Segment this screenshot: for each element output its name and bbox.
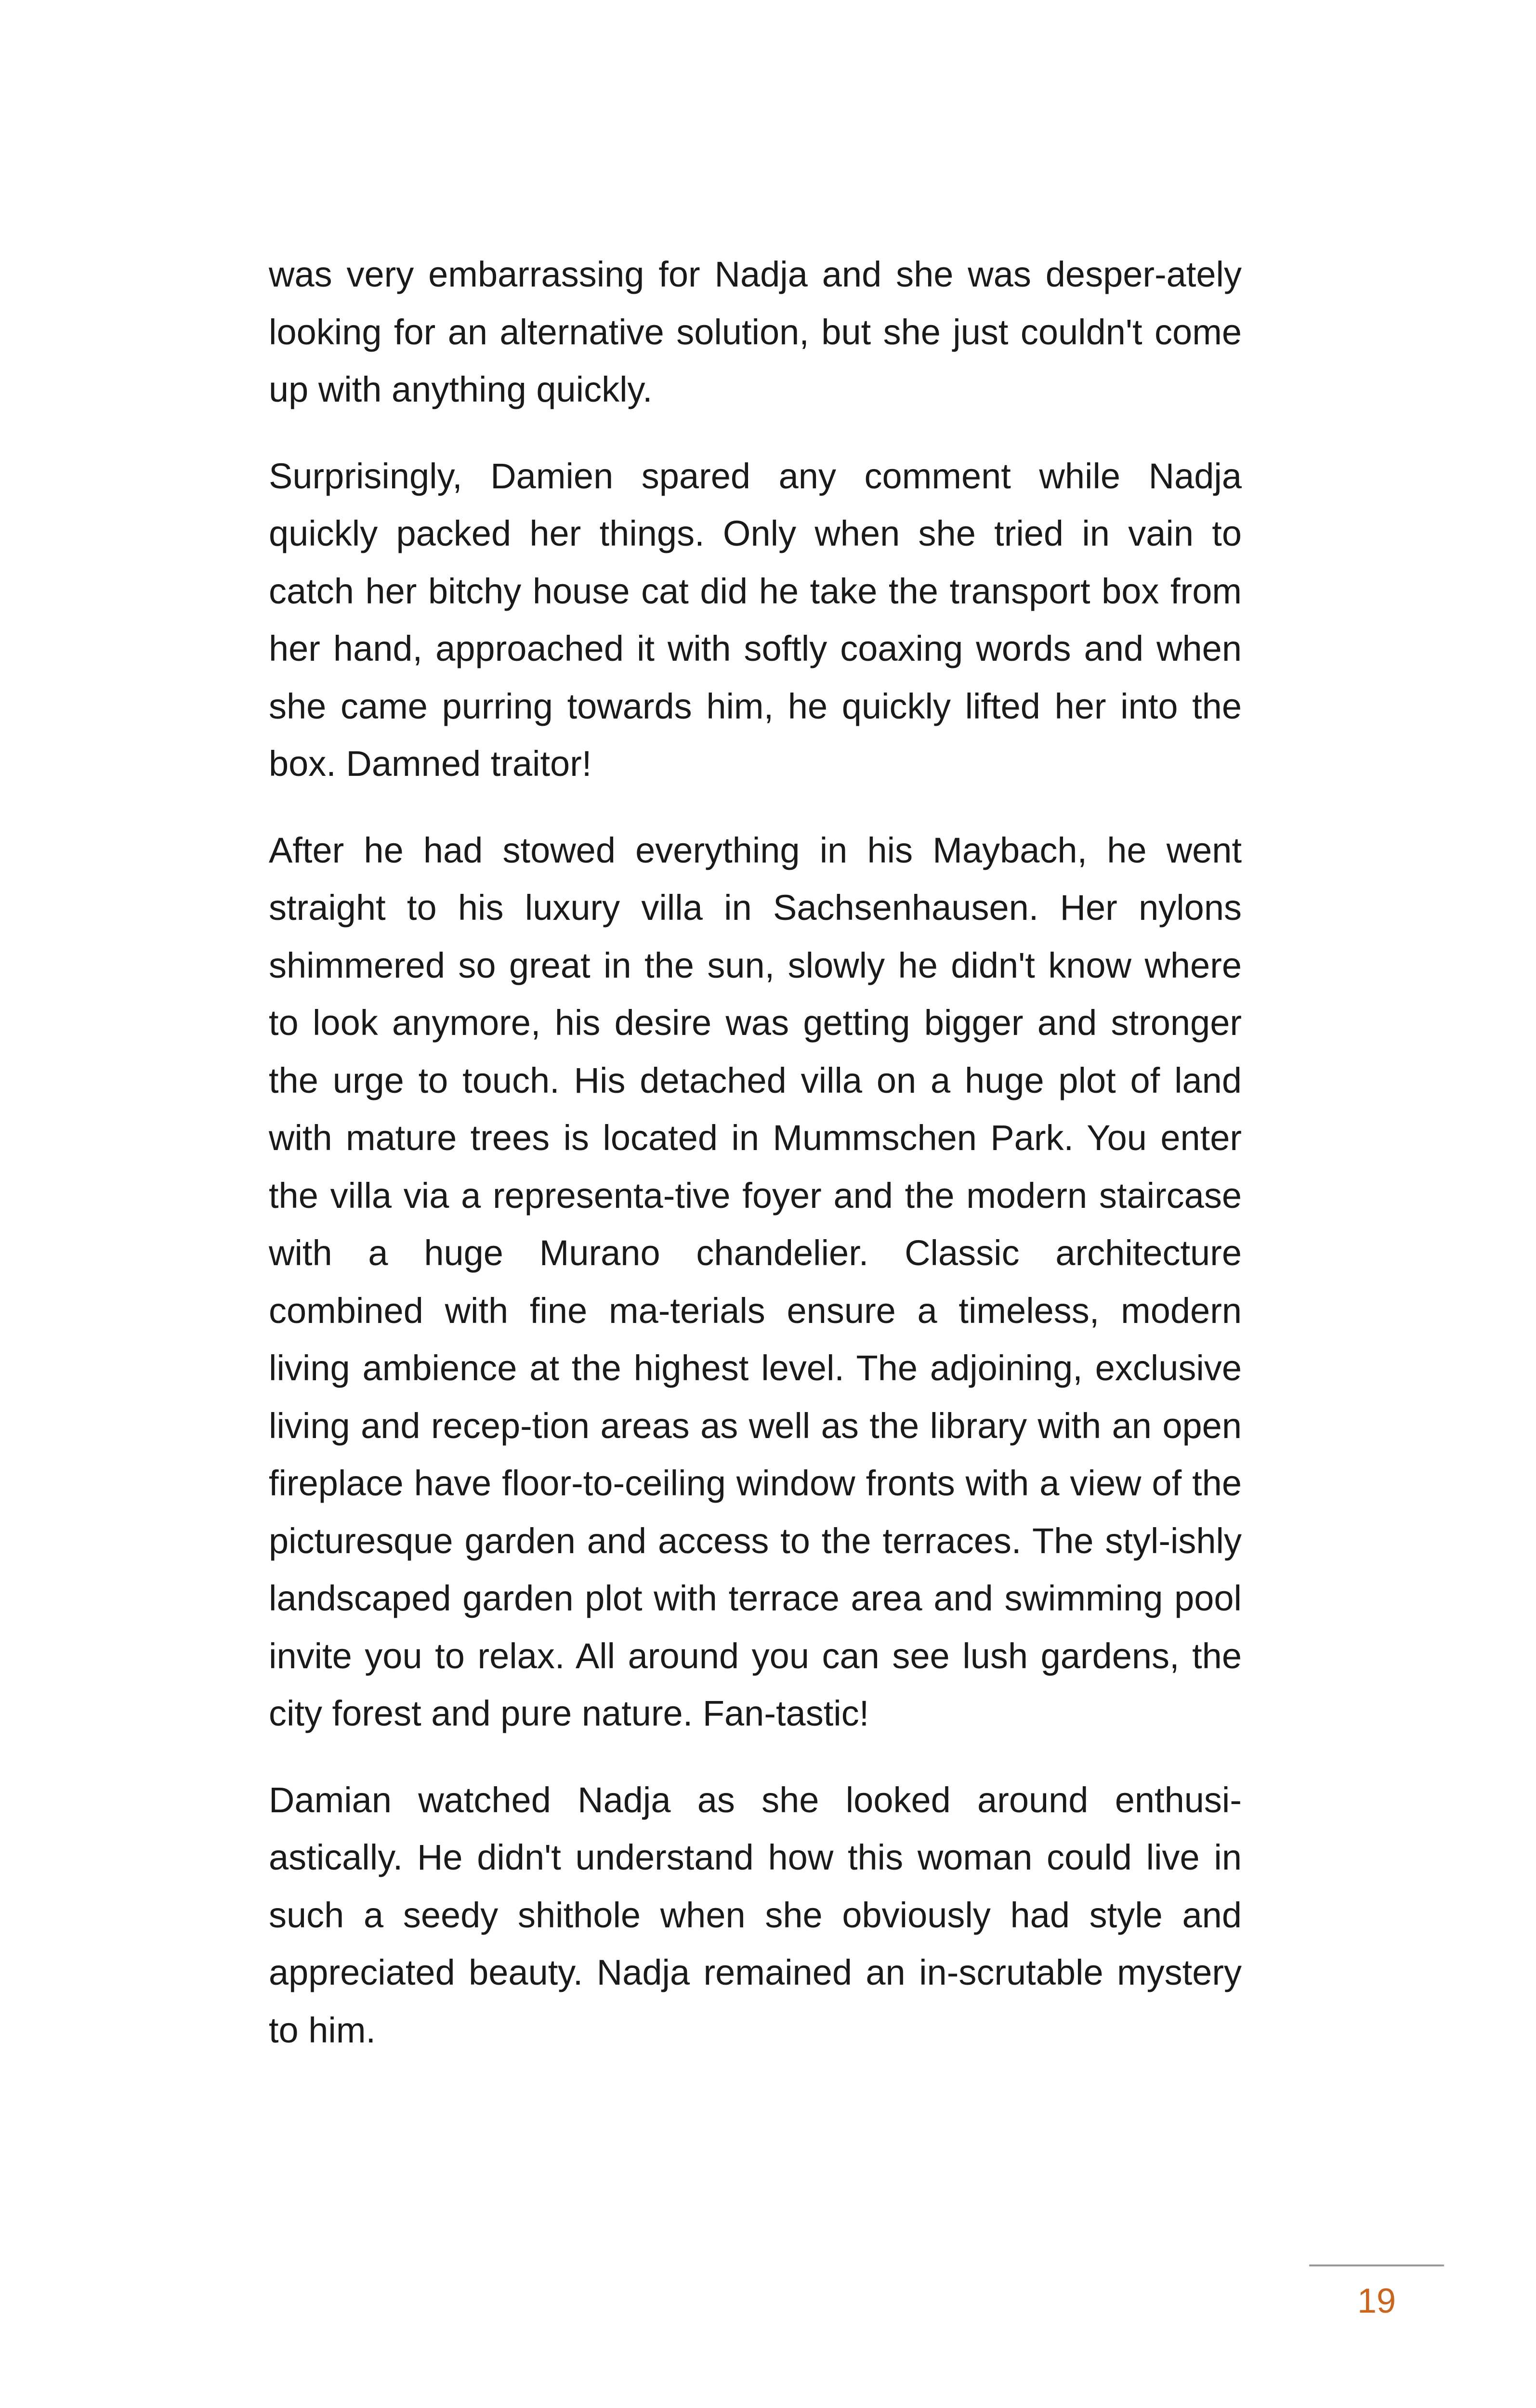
body-text — [269, 246, 1242, 2088]
footer-rule — [1309, 2264, 1444, 2266]
paragraph-1: was very embarrassing for Nadja and she was desper-ately looking for an alternative solution, but she just couldn't come up with anything quickly. — [269, 254, 1242, 409]
paragraph-2: Surprisingly, Damien spared any comment while Nadja quickly packed her things. Only when she tried in vain to catch her bitchy house cat did he take the transport box from her hand, approached it with softly coaxing words and when she came purring towards him, he quickly lifted her into the box. Damned traitor! — [269, 456, 1242, 784]
page-number: 19 — [1357, 2282, 1396, 2320]
paragraph-3: After he had stowed everything in his Maybach, he went straight to his luxury villa in Sachsenhausen. Her nylons shimmered so great in the sun, slowly he didn't know where to look anymore, his desire was getting bigger and stronger the urge to touch. His detached villa on a huge plot of land with mature trees is located in Mummschen Park. You enter the villa via a representa-tive foyer and the modern staircase with a huge Murano chandelier. Classic architecture combined with fine ma-terials ensure a timeless, modern living ambience at the highest level. The adjoining, exclusive living and recep-tion areas as well as the library with an open fireplace have floor-to-ceiling window fronts with a view of the picturesque garden and access to the terraces. The styl-ishly landscaped garden plot with terrace area and swimming pool invite you to relax. All around you can see lush gardens, the city forest and pure nature. Fan-tastic! — [269, 830, 1242, 1733]
paragraph-4: Damian watched Nadja as she looked around enthusi-astically. He didn't understand how this woman could live in such a seedy shithole when she obviously had style and appreciated beauty. Nadja remained an in-scrutable mystery to him. — [269, 1780, 1242, 2050]
